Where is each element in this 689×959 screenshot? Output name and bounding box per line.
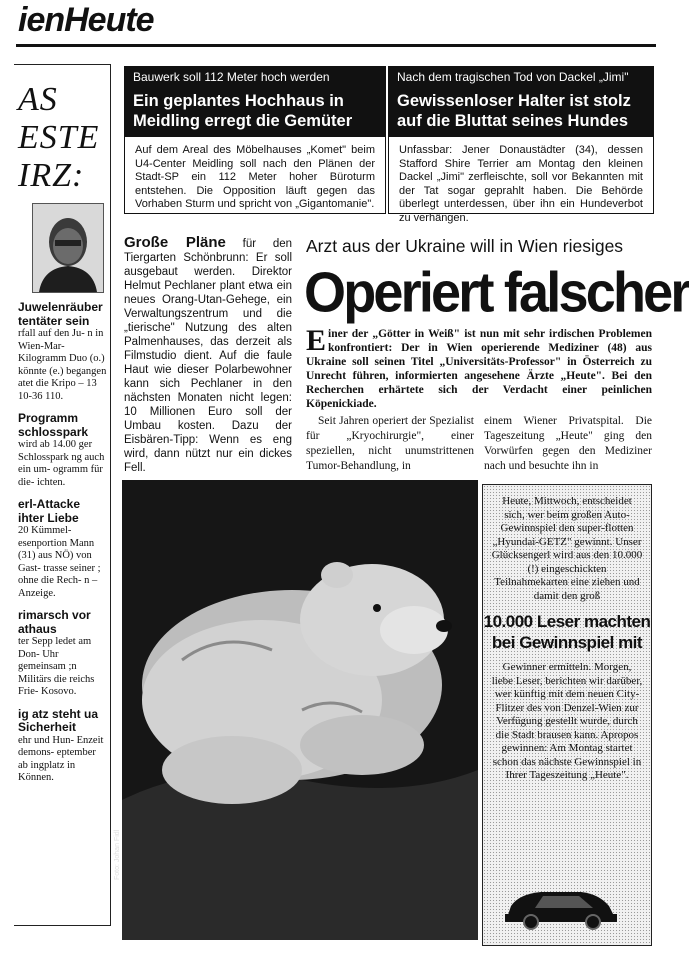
promo-text-top: Heute, Mittwoch, entscheidet sich, wer beim großen Auto-Gewinnspiel den super-flotten „Hyundai-GETZ" gewinnt. Unser Glücksengerl wird aus den 10.000 (!) eingeschickten Teilnahmekarten eine ziehen und damit den groß bbox=[491, 495, 643, 602]
main-column-1: Seit Jahren operiert der Spezialist für „Kryochirurgie", einer speziellen, nicht unumstrittenen Tumor-Behandlung, in bbox=[306, 415, 474, 472]
photo-credit: Foto: Johan Fidl bbox=[114, 829, 121, 880]
sidebar-brief-text: 20 Kümmel- esenportion Mann (31) aus NÖ) von Gast- trasse seiner ; ohne die Rech- n – Anzeige. bbox=[18, 525, 101, 599]
sidebar-brief-headline: Juwelenräuber tentäter sein bbox=[18, 300, 103, 328]
sidebar-headline-line: ESTE bbox=[18, 119, 100, 156]
sidebar-brief-headline: ig atz steht ua Sicherheit bbox=[18, 706, 99, 734]
sidebar-headline-line: AS bbox=[18, 81, 58, 118]
main-kicker: Arzt aus der Ukraine will in Wien riesiges bbox=[306, 236, 624, 256]
article-hochhaus bbox=[124, 66, 386, 214]
lead-dropcap: E bbox=[306, 324, 327, 357]
sidebar-brief bbox=[14, 301, 110, 403]
sidebar-brief-headline: Programm schlosspark bbox=[18, 411, 89, 439]
sidebar-brief-headline: rimarsch vor athaus bbox=[18, 608, 91, 636]
masthead-rule bbox=[16, 44, 656, 47]
sidebar-brief-text: rfall auf den Ju- n in Wien-Mar- Kilogramm Duo (o.) könnte (e.) begangen atet die Kripo – 13 10-36 110. bbox=[18, 328, 107, 402]
sidebar-brief-headline: erl-Attacke ihter Liebe bbox=[18, 497, 81, 525]
article-body: Auf dem Areal des Möbelhauses „Komet" beim U4-Center Meidling soll nach den Plänen der Stadt-SP ein 112 Meter hoher Büroturm entstehen. Die Opposition läuft gegen das Vorhaben Sturm und spricht von „Gigantomanie". bbox=[135, 144, 375, 210]
sidebar-brief bbox=[14, 498, 110, 600]
lead-text: iner der „Götter in Weiß" ist nun mit sehr irdischen Problemen konfrontiert: Der in Wien operierende Mediziner (48) aus Ukraine soll seinen Titel „Universitäts-Professor" in Österreich zu Unrecht führen, informierten angesehene Ärzte „Heute". Bei den Recherchen erhärtete sich der Verdacht einer peinlichen Köpenickiade. bbox=[306, 328, 652, 410]
sidebar-brief-text: wird ab 14.00 ger Schlosspark ng auch ein um- ogramm für die- ichten. bbox=[18, 439, 105, 488]
sidebar-headline-line: IRZ: bbox=[18, 157, 85, 194]
article-dackel bbox=[388, 66, 654, 224]
promo-gewinnspiel bbox=[482, 484, 652, 946]
article-kicker: Bauwerk soll 112 Meter hoch werden bbox=[125, 67, 385, 87]
main-title: Operiert falscher bbox=[304, 260, 689, 324]
suspect-portrait bbox=[32, 203, 104, 293]
sidebar-brief bbox=[14, 609, 110, 699]
sidebar-brief-text: ehr und Hun- Enzeit demons- eptember ab ingplatz in Können. bbox=[18, 734, 104, 783]
article-headline: Ein geplantes Hochhaus in Meidling erregt die Gemüter bbox=[125, 87, 385, 137]
sidebar-news-briefs bbox=[14, 64, 111, 926]
masthead: ienHeute bbox=[18, 1, 154, 39]
car-icon bbox=[501, 884, 621, 935]
promo-headline: 10.000 Leser machten bei Gewinnspiel mit bbox=[483, 612, 651, 652]
article-kicker: Nach dem tragischen Tod von Dackel „Jimi" bbox=[389, 67, 653, 87]
main-column-2: einem Wiener Privatspital. Die Tageszeitung „Heute" ging den Vorwürfen gegen den Mediziner nach und besuchte ihn in bbox=[484, 415, 652, 472]
promo-text-bottom: Gewinner ermitteln. Morgen, liebe Leser, berichten wir darüber, wer künftig mit dem neuen City-Flitzer des von Denzel-Wien zur Verfügung gestellt wurde, durch die Stadt brausen kann. Apropos gewinnen: Am Montag startet schon das nächste Gewinnspiel in Ihrer Tageszeitung „Heute". bbox=[491, 661, 643, 781]
sidebar-headline bbox=[18, 81, 110, 195]
sidebar-brief bbox=[14, 708, 110, 785]
article-body: Unfassbar: Jener Donaustädter (34), dessen Stafford Shire Terrier am Montag den kleinen Dackel „Jimi" zerfleischte, soll vor Bekannten mit der Tat sogar geprahlt haben. Die Behörde überlegt unterdessen, über ihn ein Hundeverbot zu verhängen. bbox=[399, 144, 643, 224]
article-headline: Gewissenloser Halter ist stolz auf die Bluttat seines Hundes bbox=[389, 87, 653, 137]
main-lead bbox=[306, 324, 652, 411]
zoo-headline: Große Pläne bbox=[124, 234, 226, 251]
article-zoo-plans bbox=[124, 236, 292, 475]
sidebar-brief-text: ter Sepp ledet am Don- Uhr gemeinsam ;n Militärs die reichs Frie- Kosovo. bbox=[18, 636, 95, 697]
zoo-body: für den Tiergarten Schönbrunn: Er soll ausgebaut werden. Direktor Helmut Pechlaner plant etwa ein neues Orang-Utan-Gehege, ein Verwaltungszentrum und die „tierische" Nutzung des alten Palmenhauses, das derzeit als Filmstudio dient. Auf die faule Haut wie dieser Polarbewohner kann sich Pechlaner in den nächsten Monaten nicht legen: 10 Millionen Euro soll der Umbau kosten. Dazu der Eisbären-Tipp: Wenn es eng wird, dann nützt nur ein dickes Fell. bbox=[124, 238, 293, 474]
polar-bear-photo bbox=[114, 480, 478, 940]
sidebar-brief bbox=[14, 412, 110, 489]
